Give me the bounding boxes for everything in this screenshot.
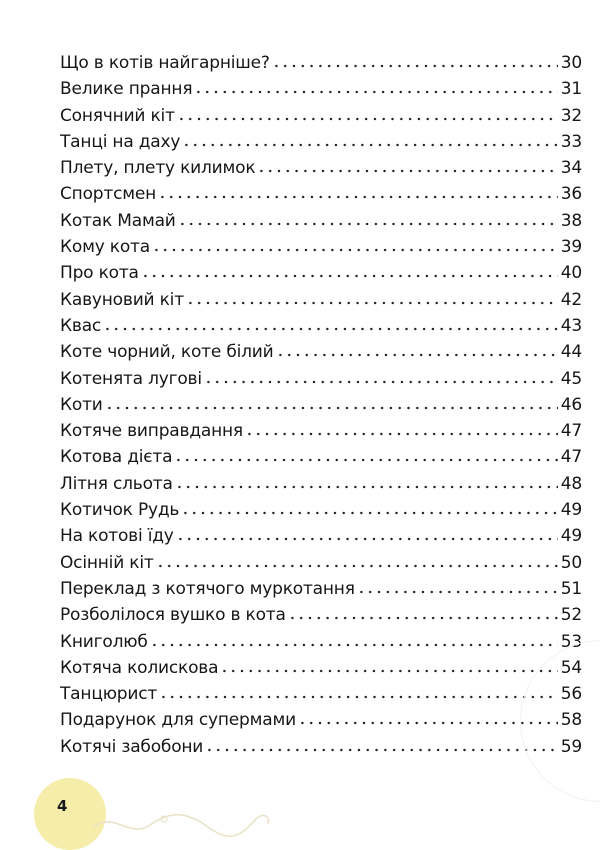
toc-entry-title: Квас (60, 315, 102, 336)
toc-entry-title: Кому кота (60, 237, 150, 258)
toc-entry-page: 40 (560, 263, 582, 284)
toc-entry (60, 629, 582, 655)
dot-leader (220, 669, 558, 673)
toc-entry-page: 47 (560, 447, 582, 468)
dot-leader (156, 564, 558, 568)
dot-leader (357, 590, 558, 594)
toc-entry (60, 260, 582, 286)
toc-entry-title: Котова дієта (60, 447, 173, 468)
toc-entry-page: 47 (560, 421, 582, 442)
toc-entry-title: Велике прання (60, 79, 193, 100)
toc-entry (60, 313, 582, 339)
toc-entry-title: Котячі забобони (60, 736, 204, 757)
toc-entry-title: Сонячний кіт (60, 105, 175, 126)
dot-leader (186, 301, 558, 305)
toc-entry-page: 31 (560, 79, 582, 100)
toc-entry (60, 444, 582, 470)
toc-entry (60, 550, 582, 576)
toc-entry-title: Спортсмен (60, 184, 157, 205)
toc-entry-title: Танці на даху (60, 131, 181, 152)
dot-leader (181, 511, 558, 515)
dot-leader (205, 748, 558, 752)
dot-leader (103, 327, 558, 331)
toc-entry-page: 44 (560, 342, 582, 363)
dot-leader (204, 380, 558, 384)
dot-leader (182, 143, 558, 147)
toc-entry (60, 655, 582, 681)
toc-entry-page: 48 (560, 473, 582, 494)
toc-entry (60, 418, 582, 444)
dot-leader (177, 117, 558, 121)
toc-entry (60, 392, 582, 418)
toc-entry-page: 59 (560, 736, 582, 757)
dot-leader (178, 222, 558, 226)
toc-entry-page: 42 (560, 289, 582, 310)
toc-entry-page: 52 (560, 605, 582, 626)
toc-entry-title: Переклад з котячого муркотання (60, 578, 355, 599)
dot-leader (152, 248, 558, 252)
toc-entry (60, 129, 582, 155)
dot-leader (174, 458, 558, 462)
toc-entry-page: 36 (560, 184, 582, 205)
toc-entry-title: Про кота (60, 263, 139, 284)
toc-entry-page: 56 (560, 684, 582, 705)
toc-entry-title: Книголюб (60, 631, 148, 652)
toc-entry (60, 208, 582, 234)
toc-entry (60, 576, 582, 602)
toc-entry-title: Подарунок для супермами (60, 710, 296, 731)
toc-entry (60, 681, 582, 707)
toc-entry-page: 34 (560, 158, 582, 179)
toc-entry-page: 54 (560, 657, 582, 678)
toc-entry (60, 602, 582, 628)
page-number: 4 (57, 797, 68, 815)
toc-entry-page: 46 (560, 394, 582, 415)
toc-entry (60, 497, 582, 523)
dot-leader (141, 274, 558, 278)
toc-entry-title: Що в котів найгарніше? (60, 53, 270, 73)
dot-leader (257, 169, 558, 173)
toc-entry (60, 50, 582, 76)
toc-entry (60, 103, 582, 129)
dot-leader (159, 695, 558, 699)
toc-entry-title: На котові їду (60, 526, 174, 547)
toc-entry-page: 53 (560, 631, 582, 652)
toc-entry (60, 181, 582, 207)
toc-entry-page: 51 (560, 578, 582, 599)
toc-entry-page: 58 (560, 710, 582, 731)
toc-entry (60, 523, 582, 549)
toc-entry (60, 366, 582, 392)
dot-leader (194, 90, 558, 94)
toc-entry-page: 49 (560, 526, 582, 547)
toc-entry (60, 76, 582, 102)
toc-entry-page: 49 (560, 500, 582, 521)
toc-entry-page: 32 (560, 105, 582, 126)
toc-entry-title: Розболілося вушко в кота (60, 605, 286, 626)
toc-entry-title: Коти (60, 394, 103, 415)
toc-entry-title: Осінній кіт (60, 552, 154, 573)
toc-entry-title: Котяче виправдання (60, 421, 243, 442)
table-of-contents (60, 50, 582, 760)
toc-entry-page: 43 (560, 315, 582, 336)
dot-leader (272, 64, 558, 68)
toc-entry-title: Котяча колискова (60, 657, 219, 678)
toc-entry-page: 39 (560, 237, 582, 258)
toc-entry-title: Танцюрист (60, 684, 158, 705)
toc-entry-title: Коте чорний, коте білий (60, 342, 274, 363)
dot-leader (158, 195, 558, 199)
dot-leader (245, 432, 558, 436)
toc-entry (60, 234, 582, 260)
dot-leader (288, 616, 558, 620)
toc-entry-title: Літня сльота (60, 473, 173, 494)
toc-entry (60, 734, 582, 760)
toc-entry (60, 339, 582, 365)
dot-leader (276, 353, 559, 357)
toc-entry-page: 38 (560, 210, 582, 231)
toc-entry-page: 50 (560, 552, 582, 573)
dot-leader (175, 485, 558, 489)
toc-entry-page: 30 (560, 53, 582, 73)
dot-leader (150, 643, 558, 647)
toc-entry (60, 471, 582, 497)
toc-entry (60, 155, 582, 181)
decorative-swirl-icon (90, 805, 280, 841)
toc-entry-page: 45 (560, 368, 582, 389)
dot-leader (105, 406, 558, 410)
toc-entry-title: Кавуновий кіт (60, 289, 184, 310)
toc-entry-title: Котенята лугові (60, 368, 202, 389)
toc-entry-title: Плету, плету килимок (60, 158, 256, 179)
toc-entry-title: Котичок Рудь (60, 500, 180, 521)
toc-entry-page: 33 (560, 131, 582, 152)
toc-entry (60, 287, 582, 313)
dot-leader (298, 721, 558, 725)
toc-entry (60, 707, 582, 733)
dot-leader (176, 537, 558, 541)
toc-entry-title: Котак Мамай (60, 210, 176, 231)
